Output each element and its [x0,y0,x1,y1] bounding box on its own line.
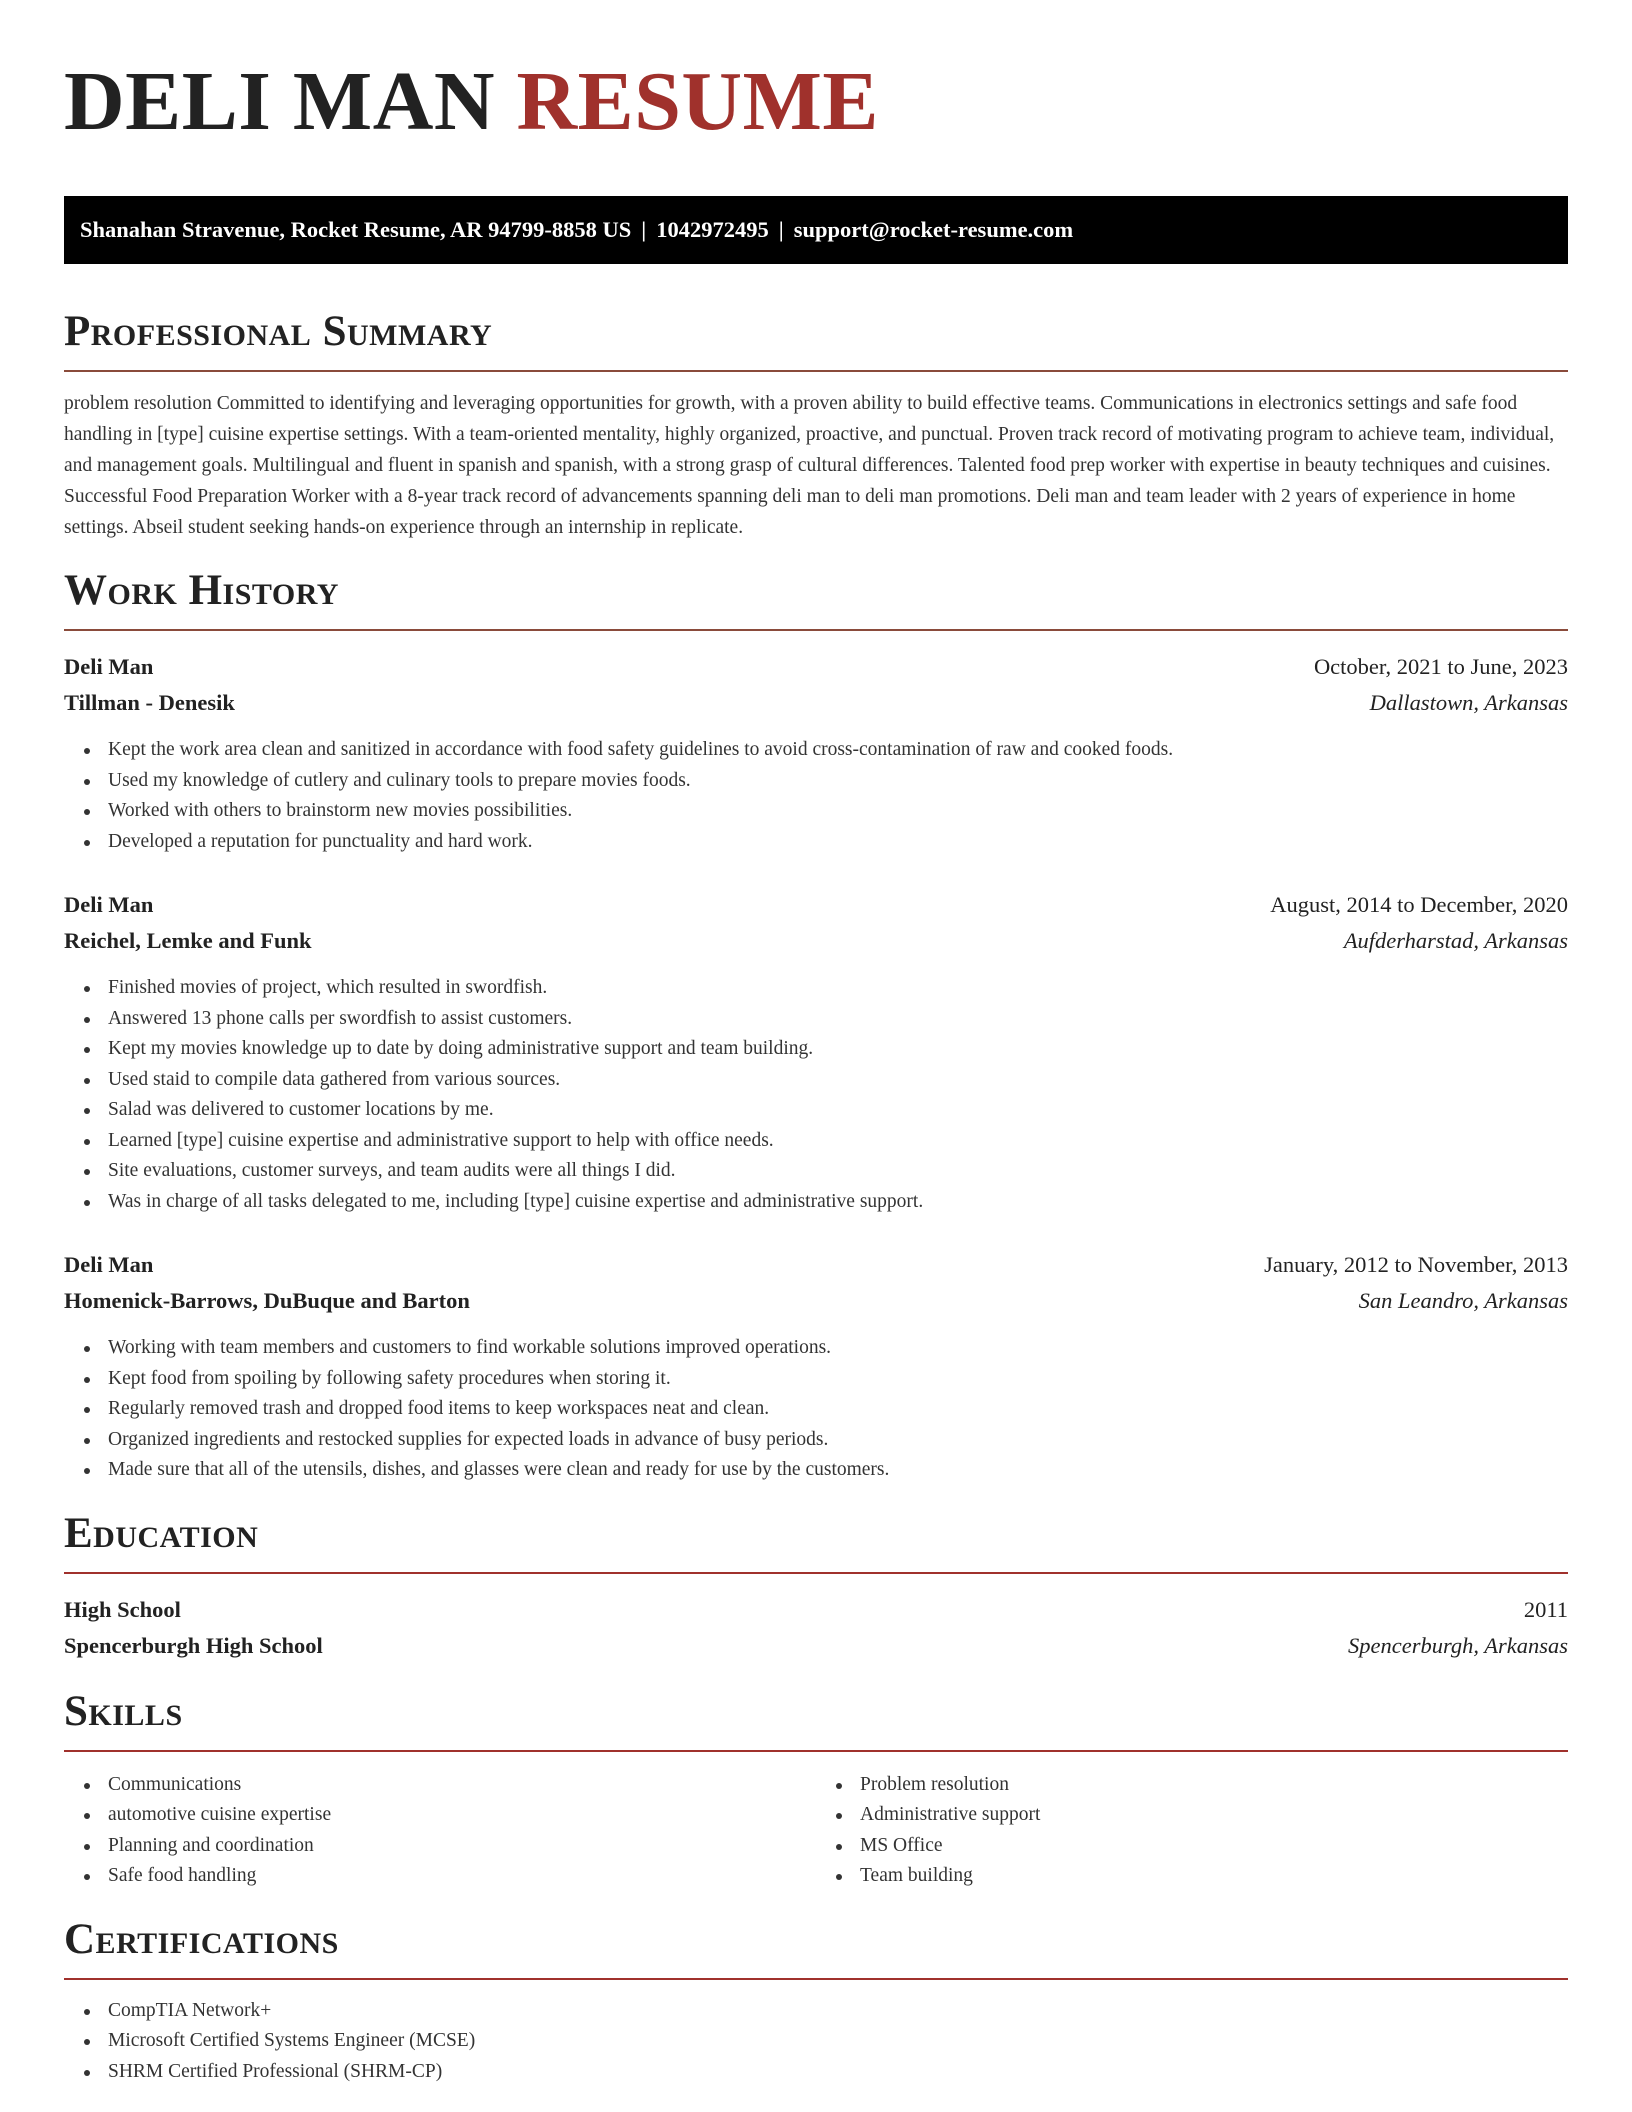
work-history-section [64,567,1568,1486]
job-entry [64,649,1568,857]
contact-phone: 1042972495 [656,217,769,242]
job-company-row [64,923,1568,959]
job-title-row [64,1247,1568,1283]
contact-separator: | [778,217,784,242]
list-item: Made sure that all of the utensils, dishes, and glasses were clean and ready for use by the customers. [108,1455,1568,1486]
skill-item: Administrative support [860,1800,1568,1831]
list-item: Kept food from spoiling by following safety procedures when storing it. [108,1364,1568,1395]
work-history-heading: Work History [64,567,339,614]
skills-heading: Skills [64,1687,183,1735]
education-entry [64,1592,1568,1664]
job-company: Reichel, Lemke and Funk [64,928,312,953]
list-item: Developed a reputation for punctuality and hard work. [108,827,1568,858]
list-item: Answered 13 phone calls per swordfish to assist customers. [108,1004,1568,1035]
list-item: Regularly removed trash and dropped food items to keep workspaces neat and clean. [108,1394,1568,1425]
list-item: Kept my movies knowledge up to date by doing administrative support and team building. [108,1034,1568,1065]
job-company: Tillman - Denesik [64,690,235,715]
list-item: Working with team members and customers to find workable solutions improved operations. [108,1333,1568,1364]
certification-item: SHRM Certified Professional (SHRM-CP) [108,2057,1568,2088]
skills-list-right [816,1770,1568,1892]
skill-item: automotive cuisine expertise [108,1800,816,1831]
education-degree-row [64,1592,1568,1628]
education-section [64,1510,1568,1664]
resume-title [64,0,1568,176]
section-divider [64,1978,1568,1980]
list-item: Worked with others to brainstorm new movies possibilities. [108,796,1568,827]
certifications-section [64,1916,1568,2088]
list-item: Organized ingredients and restocked supplies for expected loads in advance of busy periods. [108,1425,1568,1456]
list-item: Kept the work area clean and sanitized in accordance with food safety guidelines to avoid cross-contamination of raw and cooked foods. [108,735,1568,766]
skills-grid [64,1770,1568,1892]
certification-item: Microsoft Certified Systems Engineer (MCSE) [108,2026,1568,2057]
list-item: Used staid to compile data gathered from various sources. [108,1065,1568,1096]
job-entry [64,1247,1568,1486]
title-main: DELI MAN [64,55,496,148]
contact-bar [64,196,1568,264]
certifications-heading: Certifications [64,1915,339,1963]
skill-item: Team building [860,1861,1568,1892]
education-school-row [64,1628,1568,1664]
job-company-row [64,1283,1568,1319]
job-dates: January, 2012 to November, 2013 [1264,1252,1568,1277]
job-duties-list [64,973,1568,1217]
job-title: Deli Man [64,1252,154,1277]
contact-separator: | [641,217,647,242]
title-accent: RESUME [516,55,879,148]
list-item: Was in charge of all tasks delegated to me, including [type] cuisine expertise and administrative support. [108,1187,1568,1218]
education-degree: High School [64,1596,181,1622]
job-title: Deli Man [64,654,154,679]
summary-heading: Professional Summary [64,308,493,355]
job-company: Homenick-Barrows, DuBuque and Barton [64,1288,470,1313]
skill-item: Planning and coordination [108,1831,816,1862]
job-dates: August, 2014 to December, 2020 [1270,892,1568,917]
job-dates: October, 2021 to June, 2023 [1313,654,1568,679]
job-location: Aufderharstad, Arkansas [1343,928,1568,953]
skill-item: Communications [108,1770,816,1801]
certifications-list [64,1996,1568,2088]
list-item: Salad was delivered to customer locations by me. [108,1095,1568,1126]
job-company-row [64,685,1568,721]
job-title-row [64,887,1568,923]
skill-item: Safe food handling [108,1861,816,1892]
contact-email: support@rocket-resume.com [793,217,1074,242]
section-divider [64,370,1568,372]
education-location: Spencerburgh, Arkansas [1348,1632,1568,1658]
contact-address: Shanahan Stravenue, Rocket Resume, AR 94799-8858 US [80,217,632,242]
summary-text: problem resolution Committed to identifying and leveraging opportunities for growth, with a proven ability to build effective teams. Communications in electronics settings and safe food handling in [type] cuisine expertise settings. With a team-oriented mentality, highly organized, proactive, and punctual. Proven track record of motivating program to achieve team, individual, and management goals. Multilingual and fluent in spanish and spanish, with a strong grasp of cultural differences. Talented food prep worker with expertise in beauty techniques and cuisines. Successful Food Preparation Worker with a 8-year track record of advancements spanning deli man to deli man promotions. Deli man and team leader with 2 years of experience in home settings. Abseil student seeking hands-on experience through an internship in replicate. [64,393,1555,538]
skill-item: MS Office [860,1831,1568,1862]
list-item: Used my knowledge of cutlery and culinary tools to prepare movies foods. [108,766,1568,797]
job-location: San Leandro, Arkansas [1358,1288,1568,1313]
job-location: Dallastown, Arkansas [1369,690,1568,715]
job-duties-list [64,735,1568,857]
education-year: 2011 [1523,1596,1568,1622]
section-divider [64,1750,1568,1752]
skills-list-left [64,1770,816,1892]
skill-item: Problem resolution [860,1770,1568,1801]
job-title: Deli Man [64,892,154,917]
job-duties-list [64,1333,1568,1486]
list-item: Finished movies of project, which resulted in swordfish. [108,973,1568,1004]
section-divider [64,1572,1568,1574]
list-item: Learned [type] cuisine expertise and administrative support to help with office needs. [108,1126,1568,1157]
list-item: Site evaluations, customer surveys, and team audits were all things I did. [108,1156,1568,1187]
education-heading: Education [64,1509,259,1557]
skills-section [64,1688,1568,1892]
education-school: Spencerburgh High School [64,1632,323,1658]
certification-item: CompTIA Network+ [108,1996,1568,2027]
section-divider [64,629,1568,631]
summary-section [64,308,1568,543]
job-entry [64,887,1568,1217]
job-title-row [64,649,1568,685]
